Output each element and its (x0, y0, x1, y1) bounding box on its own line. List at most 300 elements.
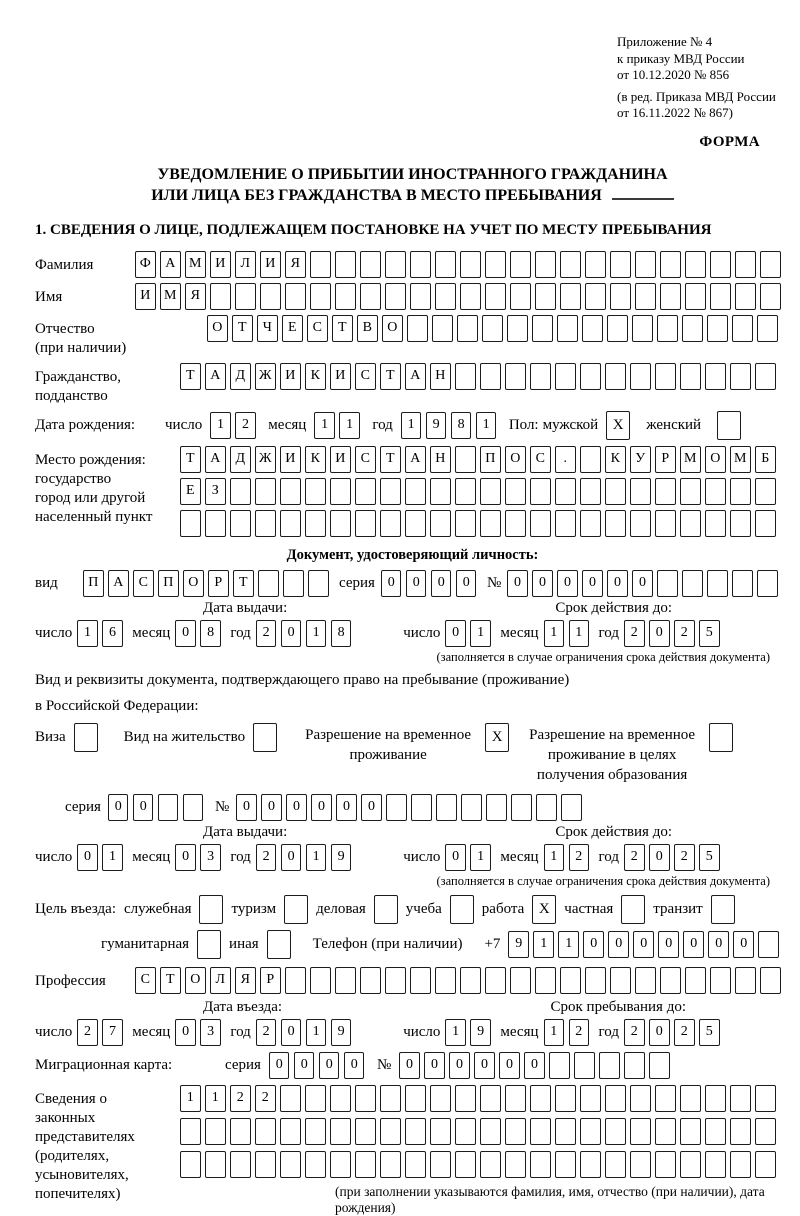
purpose-private-checkbox[interactable] (621, 895, 645, 924)
char-cell[interactable]: Ж (255, 446, 276, 473)
char-cell[interactable]: И (280, 446, 301, 473)
char-cell[interactable] (680, 478, 701, 505)
char-cell[interactable] (258, 570, 279, 597)
char-cell[interactable] (430, 510, 451, 537)
char-cell[interactable]: 5 (699, 844, 720, 871)
char-cell[interactable]: Е (180, 478, 201, 505)
char-cell[interactable]: А (205, 446, 226, 473)
char-cell[interactable]: 1 (470, 844, 491, 871)
char-cell[interactable] (655, 1151, 676, 1178)
char-cell[interactable]: 2 (674, 844, 695, 871)
char-cell[interactable]: Е (282, 315, 303, 342)
char-cell[interactable]: 1 (544, 1019, 565, 1046)
char-cell[interactable] (330, 478, 351, 505)
char-cell[interactable]: 0 (524, 1052, 545, 1079)
char-cell[interactable]: 0 (286, 794, 307, 821)
char-cell[interactable] (735, 967, 756, 994)
char-cell[interactable]: 8 (200, 620, 221, 647)
char-cell[interactable] (380, 1085, 401, 1112)
representatives-input-row3[interactable] (180, 1151, 790, 1178)
char-cell[interactable]: М (680, 446, 701, 473)
char-cell[interactable]: 0 (261, 794, 282, 821)
char-cell[interactable] (305, 478, 326, 505)
char-cell[interactable]: Т (232, 315, 253, 342)
purpose-business-checkbox[interactable] (374, 895, 398, 924)
char-cell[interactable] (355, 1118, 376, 1145)
char-cell[interactable]: С (307, 315, 328, 342)
char-cell[interactable]: 2 (256, 620, 277, 647)
char-cell[interactable] (430, 1151, 451, 1178)
char-cell[interactable] (585, 967, 606, 994)
char-cell[interactable]: 9 (426, 412, 447, 439)
char-cell[interactable] (755, 510, 776, 537)
char-cell[interactable]: Д (230, 363, 251, 390)
char-cell[interactable] (560, 251, 581, 278)
char-cell[interactable] (605, 510, 626, 537)
char-cell[interactable] (599, 1052, 620, 1079)
entry-year-input[interactable] (256, 1019, 356, 1046)
char-cell[interactable] (482, 315, 503, 342)
char-cell[interactable] (461, 794, 482, 821)
char-cell[interactable] (530, 1085, 551, 1112)
char-cell[interactable] (280, 1151, 301, 1178)
char-cell[interactable] (480, 510, 501, 537)
char-cell[interactable] (480, 1151, 501, 1178)
char-cell[interactable]: 0 (449, 1052, 470, 1079)
char-cell[interactable] (457, 315, 478, 342)
char-cell[interactable] (730, 478, 751, 505)
char-cell[interactable]: 1 (339, 412, 360, 439)
char-cell[interactable] (710, 251, 731, 278)
char-cell[interactable] (580, 446, 601, 473)
char-cell[interactable] (330, 1085, 351, 1112)
char-cell[interactable] (407, 315, 428, 342)
char-cell[interactable]: Т (332, 315, 353, 342)
char-cell[interactable]: 0 (649, 620, 670, 647)
char-cell[interactable] (205, 1118, 226, 1145)
char-cell[interactable] (305, 1151, 326, 1178)
char-cell[interactable] (460, 283, 481, 310)
char-cell[interactable]: 1 (558, 931, 579, 958)
char-cell[interactable]: Р (208, 570, 229, 597)
identity-issue-month-input[interactable] (175, 620, 225, 647)
char-cell[interactable]: В (357, 315, 378, 342)
char-cell[interactable]: А (205, 363, 226, 390)
char-cell[interactable] (435, 251, 456, 278)
char-cell[interactable]: С (135, 967, 156, 994)
char-cell[interactable] (580, 363, 601, 390)
char-cell[interactable]: Я (185, 283, 206, 310)
char-cell[interactable] (480, 1118, 501, 1145)
char-cell[interactable]: 0 (175, 1019, 196, 1046)
char-cell[interactable] (710, 283, 731, 310)
char-cell[interactable]: 0 (557, 570, 578, 597)
char-cell[interactable] (630, 1085, 651, 1112)
char-cell[interactable]: 0 (474, 1052, 495, 1079)
char-cell[interactable]: 0 (632, 570, 653, 597)
char-cell[interactable] (210, 283, 231, 310)
representatives-input-row2[interactable] (180, 1118, 790, 1145)
char-cell[interactable]: Б (755, 446, 776, 473)
char-cell[interactable]: И (330, 446, 351, 473)
char-cell[interactable] (405, 1151, 426, 1178)
char-cell[interactable] (685, 283, 706, 310)
char-cell[interactable] (380, 1151, 401, 1178)
char-cell[interactable] (560, 967, 581, 994)
char-cell[interactable] (530, 510, 551, 537)
char-cell[interactable] (680, 1151, 701, 1178)
char-cell[interactable] (760, 251, 781, 278)
char-cell[interactable] (455, 1085, 476, 1112)
char-cell[interactable] (657, 570, 678, 597)
char-cell[interactable] (657, 315, 678, 342)
identity-issue-day-input[interactable] (77, 620, 127, 647)
char-cell[interactable] (158, 794, 179, 821)
purpose-tourism-checkbox[interactable] (284, 895, 308, 924)
char-cell[interactable] (405, 1118, 426, 1145)
char-cell[interactable] (505, 510, 526, 537)
purpose-work-checkbox[interactable]: X (532, 895, 556, 924)
char-cell[interactable] (630, 1151, 651, 1178)
char-cell[interactable] (660, 251, 681, 278)
char-cell[interactable]: 1 (205, 1085, 226, 1112)
char-cell[interactable]: 0 (532, 570, 553, 597)
char-cell[interactable]: Р (260, 967, 281, 994)
char-cell[interactable] (455, 446, 476, 473)
residence-expiry-year-input[interactable] (624, 844, 724, 871)
residence-issue-year-input[interactable] (256, 844, 356, 871)
char-cell[interactable]: Л (235, 251, 256, 278)
char-cell[interactable]: 2 (624, 620, 645, 647)
patronymic-input[interactable] (207, 315, 782, 342)
char-cell[interactable] (505, 363, 526, 390)
purpose-humanitarian-checkbox[interactable] (197, 930, 221, 959)
char-cell[interactable]: Р (655, 446, 676, 473)
char-cell[interactable]: 1 (210, 412, 231, 439)
residence-issue-day-input[interactable] (77, 844, 127, 871)
char-cell[interactable]: 5 (699, 620, 720, 647)
char-cell[interactable]: Т (160, 967, 181, 994)
char-cell[interactable]: 1 (476, 412, 497, 439)
char-cell[interactable]: 0 (175, 844, 196, 871)
char-cell[interactable] (660, 967, 681, 994)
char-cell[interactable] (535, 283, 556, 310)
char-cell[interactable] (560, 283, 581, 310)
char-cell[interactable] (255, 1118, 276, 1145)
char-cell[interactable] (680, 1118, 701, 1145)
char-cell[interactable] (632, 315, 653, 342)
char-cell[interactable]: 1 (470, 620, 491, 647)
char-cell[interactable] (180, 510, 201, 537)
char-cell[interactable]: Ч (257, 315, 278, 342)
char-cell[interactable] (555, 510, 576, 537)
char-cell[interactable] (360, 283, 381, 310)
char-cell[interactable] (355, 1085, 376, 1112)
char-cell[interactable]: 1 (306, 1019, 327, 1046)
char-cell[interactable] (624, 1052, 645, 1079)
char-cell[interactable] (385, 251, 406, 278)
char-cell[interactable]: О (207, 315, 228, 342)
char-cell[interactable] (530, 1151, 551, 1178)
char-cell[interactable]: 0 (445, 620, 466, 647)
char-cell[interactable] (507, 315, 528, 342)
char-cell[interactable]: 8 (451, 412, 472, 439)
char-cell[interactable] (580, 1151, 601, 1178)
char-cell[interactable] (760, 967, 781, 994)
char-cell[interactable]: 7 (102, 1019, 123, 1046)
char-cell[interactable] (330, 1151, 351, 1178)
identity-issue-year-input[interactable] (256, 620, 356, 647)
char-cell[interactable] (280, 478, 301, 505)
char-cell[interactable] (649, 1052, 670, 1079)
stay-month-input[interactable] (544, 1019, 594, 1046)
char-cell[interactable]: 3 (200, 844, 221, 871)
char-cell[interactable]: С (133, 570, 154, 597)
char-cell[interactable] (705, 363, 726, 390)
char-cell[interactable] (480, 363, 501, 390)
char-cell[interactable]: 0 (281, 1019, 302, 1046)
char-cell[interactable]: 0 (608, 931, 629, 958)
char-cell[interactable]: 1 (77, 620, 98, 647)
char-cell[interactable]: 1 (306, 844, 327, 871)
char-cell[interactable]: 0 (399, 1052, 420, 1079)
char-cell[interactable]: Т (180, 363, 201, 390)
char-cell[interactable]: О (183, 570, 204, 597)
char-cell[interactable] (335, 251, 356, 278)
char-cell[interactable]: 0 (133, 794, 154, 821)
char-cell[interactable]: С (530, 446, 551, 473)
char-cell[interactable]: 0 (294, 1052, 315, 1079)
char-cell[interactable]: И (280, 363, 301, 390)
char-cell[interactable] (230, 1118, 251, 1145)
char-cell[interactable] (505, 478, 526, 505)
char-cell[interactable]: 9 (508, 931, 529, 958)
char-cell[interactable] (355, 1151, 376, 1178)
char-cell[interactable]: 0 (683, 931, 704, 958)
char-cell[interactable] (205, 1151, 226, 1178)
char-cell[interactable]: 8 (331, 620, 352, 647)
char-cell[interactable]: 3 (200, 1019, 221, 1046)
char-cell[interactable] (655, 478, 676, 505)
visa-checkbox[interactable] (74, 723, 98, 752)
char-cell[interactable]: 0 (406, 570, 427, 597)
char-cell[interactable] (605, 478, 626, 505)
temp-residence-education-checkbox[interactable] (709, 723, 733, 752)
char-cell[interactable]: 1 (445, 1019, 466, 1046)
purpose-transit-checkbox[interactable] (711, 895, 735, 924)
char-cell[interactable]: 6 (102, 620, 123, 647)
char-cell[interactable] (580, 1085, 601, 1112)
char-cell[interactable] (230, 1151, 251, 1178)
char-cell[interactable]: Ф (135, 251, 156, 278)
char-cell[interactable] (510, 283, 531, 310)
char-cell[interactable]: Н (430, 363, 451, 390)
char-cell[interactable] (655, 510, 676, 537)
char-cell[interactable]: 2 (255, 1085, 276, 1112)
residence-number-input[interactable] (236, 794, 586, 821)
char-cell[interactable]: К (305, 446, 326, 473)
char-cell[interactable]: О (505, 446, 526, 473)
char-cell[interactable] (260, 283, 281, 310)
char-cell[interactable]: 1 (306, 620, 327, 647)
char-cell[interactable]: 1 (533, 931, 554, 958)
char-cell[interactable] (355, 510, 376, 537)
doc-series-input[interactable] (381, 570, 481, 597)
char-cell[interactable]: 0 (582, 570, 603, 597)
char-cell[interactable] (435, 283, 456, 310)
char-cell[interactable] (732, 315, 753, 342)
char-cell[interactable] (630, 1118, 651, 1145)
char-cell[interactable] (758, 931, 779, 958)
char-cell[interactable]: И (210, 251, 231, 278)
char-cell[interactable]: 1 (569, 620, 590, 647)
entry-month-input[interactable] (175, 1019, 225, 1046)
char-cell[interactable] (630, 478, 651, 505)
char-cell[interactable] (735, 251, 756, 278)
char-cell[interactable]: 0 (445, 844, 466, 871)
char-cell[interactable] (480, 1085, 501, 1112)
char-cell[interactable]: 0 (431, 570, 452, 597)
char-cell[interactable] (505, 1085, 526, 1112)
char-cell[interactable] (536, 794, 557, 821)
birthplace-input-row1[interactable] (180, 446, 780, 473)
char-cell[interactable] (555, 1085, 576, 1112)
char-cell[interactable] (610, 967, 631, 994)
char-cell[interactable] (386, 794, 407, 821)
char-cell[interactable]: Ж (255, 363, 276, 390)
char-cell[interactable] (705, 510, 726, 537)
char-cell[interactable]: Я (285, 251, 306, 278)
char-cell[interactable] (410, 283, 431, 310)
residence-issue-month-input[interactable] (175, 844, 225, 871)
char-cell[interactable]: 2 (624, 1019, 645, 1046)
char-cell[interactable] (755, 1151, 776, 1178)
char-cell[interactable] (549, 1052, 570, 1079)
char-cell[interactable] (582, 315, 603, 342)
char-cell[interactable] (580, 510, 601, 537)
doc-type-input[interactable] (83, 570, 333, 597)
char-cell[interactable] (710, 967, 731, 994)
char-cell[interactable] (280, 1118, 301, 1145)
char-cell[interactable]: 0 (733, 931, 754, 958)
char-cell[interactable] (360, 251, 381, 278)
char-cell[interactable] (680, 1085, 701, 1112)
char-cell[interactable] (680, 510, 701, 537)
char-cell[interactable] (755, 1085, 776, 1112)
char-cell[interactable] (660, 283, 681, 310)
char-cell[interactable]: А (108, 570, 129, 597)
char-cell[interactable]: О (382, 315, 403, 342)
char-cell[interactable] (310, 283, 331, 310)
char-cell[interactable] (705, 1118, 726, 1145)
char-cell[interactable] (585, 251, 606, 278)
birth-month-input[interactable] (314, 412, 364, 439)
char-cell[interactable] (205, 510, 226, 537)
char-cell[interactable] (335, 967, 356, 994)
char-cell[interactable]: 0 (649, 1019, 670, 1046)
char-cell[interactable] (511, 794, 532, 821)
char-cell[interactable] (755, 1118, 776, 1145)
char-cell[interactable]: 2 (624, 844, 645, 871)
char-cell[interactable] (480, 478, 501, 505)
char-cell[interactable]: Т (233, 570, 254, 597)
char-cell[interactable]: П (480, 446, 501, 473)
char-cell[interactable] (485, 283, 506, 310)
purpose-official-checkbox[interactable] (199, 895, 223, 924)
char-cell[interactable]: 2 (569, 1019, 590, 1046)
char-cell[interactable] (685, 967, 706, 994)
char-cell[interactable] (655, 1118, 676, 1145)
char-cell[interactable] (682, 315, 703, 342)
char-cell[interactable] (230, 510, 251, 537)
char-cell[interactable] (585, 283, 606, 310)
char-cell[interactable]: 1 (314, 412, 335, 439)
char-cell[interactable]: М (160, 283, 181, 310)
char-cell[interactable]: 2 (674, 1019, 695, 1046)
char-cell[interactable] (430, 478, 451, 505)
char-cell[interactable]: У (630, 446, 651, 473)
char-cell[interactable] (532, 315, 553, 342)
char-cell[interactable] (635, 251, 656, 278)
char-cell[interactable]: О (705, 446, 726, 473)
char-cell[interactable]: Н (430, 446, 451, 473)
char-cell[interactable] (732, 570, 753, 597)
char-cell[interactable] (308, 570, 329, 597)
char-cell[interactable] (530, 363, 551, 390)
char-cell[interactable] (555, 478, 576, 505)
char-cell[interactable] (460, 251, 481, 278)
surname-input[interactable] (135, 251, 785, 278)
char-cell[interactable]: 1 (102, 844, 123, 871)
char-cell[interactable] (435, 967, 456, 994)
char-cell[interactable] (280, 510, 301, 537)
char-cell[interactable] (555, 1151, 576, 1178)
char-cell[interactable]: 0 (633, 931, 654, 958)
char-cell[interactable] (355, 478, 376, 505)
representatives-input-row1[interactable] (180, 1085, 790, 1112)
char-cell[interactable] (335, 283, 356, 310)
char-cell[interactable]: П (158, 570, 179, 597)
char-cell[interactable]: 0 (649, 844, 670, 871)
char-cell[interactable]: 0 (456, 570, 477, 597)
char-cell[interactable] (561, 794, 582, 821)
char-cell[interactable]: К (305, 363, 326, 390)
char-cell[interactable] (755, 478, 776, 505)
migration-series-input[interactable] (269, 1052, 369, 1079)
char-cell[interactable]: 1 (544, 620, 565, 647)
purpose-other-checkbox[interactable] (267, 930, 291, 959)
char-cell[interactable] (285, 967, 306, 994)
char-cell[interactable] (380, 510, 401, 537)
char-cell[interactable] (530, 1118, 551, 1145)
char-cell[interactable] (574, 1052, 595, 1079)
char-cell[interactable]: И (330, 363, 351, 390)
char-cell[interactable] (605, 1118, 626, 1145)
char-cell[interactable]: 2 (674, 620, 695, 647)
char-cell[interactable] (655, 363, 676, 390)
identity-expiry-month-input[interactable] (544, 620, 594, 647)
temp-residence-checkbox[interactable]: X (485, 723, 509, 752)
char-cell[interactable]: 0 (344, 1052, 365, 1079)
char-cell[interactable] (180, 1118, 201, 1145)
char-cell[interactable] (485, 251, 506, 278)
char-cell[interactable] (555, 1118, 576, 1145)
char-cell[interactable] (635, 283, 656, 310)
char-cell[interactable]: 0 (607, 570, 628, 597)
char-cell[interactable]: 0 (281, 844, 302, 871)
char-cell[interactable] (405, 478, 426, 505)
char-cell[interactable] (635, 967, 656, 994)
